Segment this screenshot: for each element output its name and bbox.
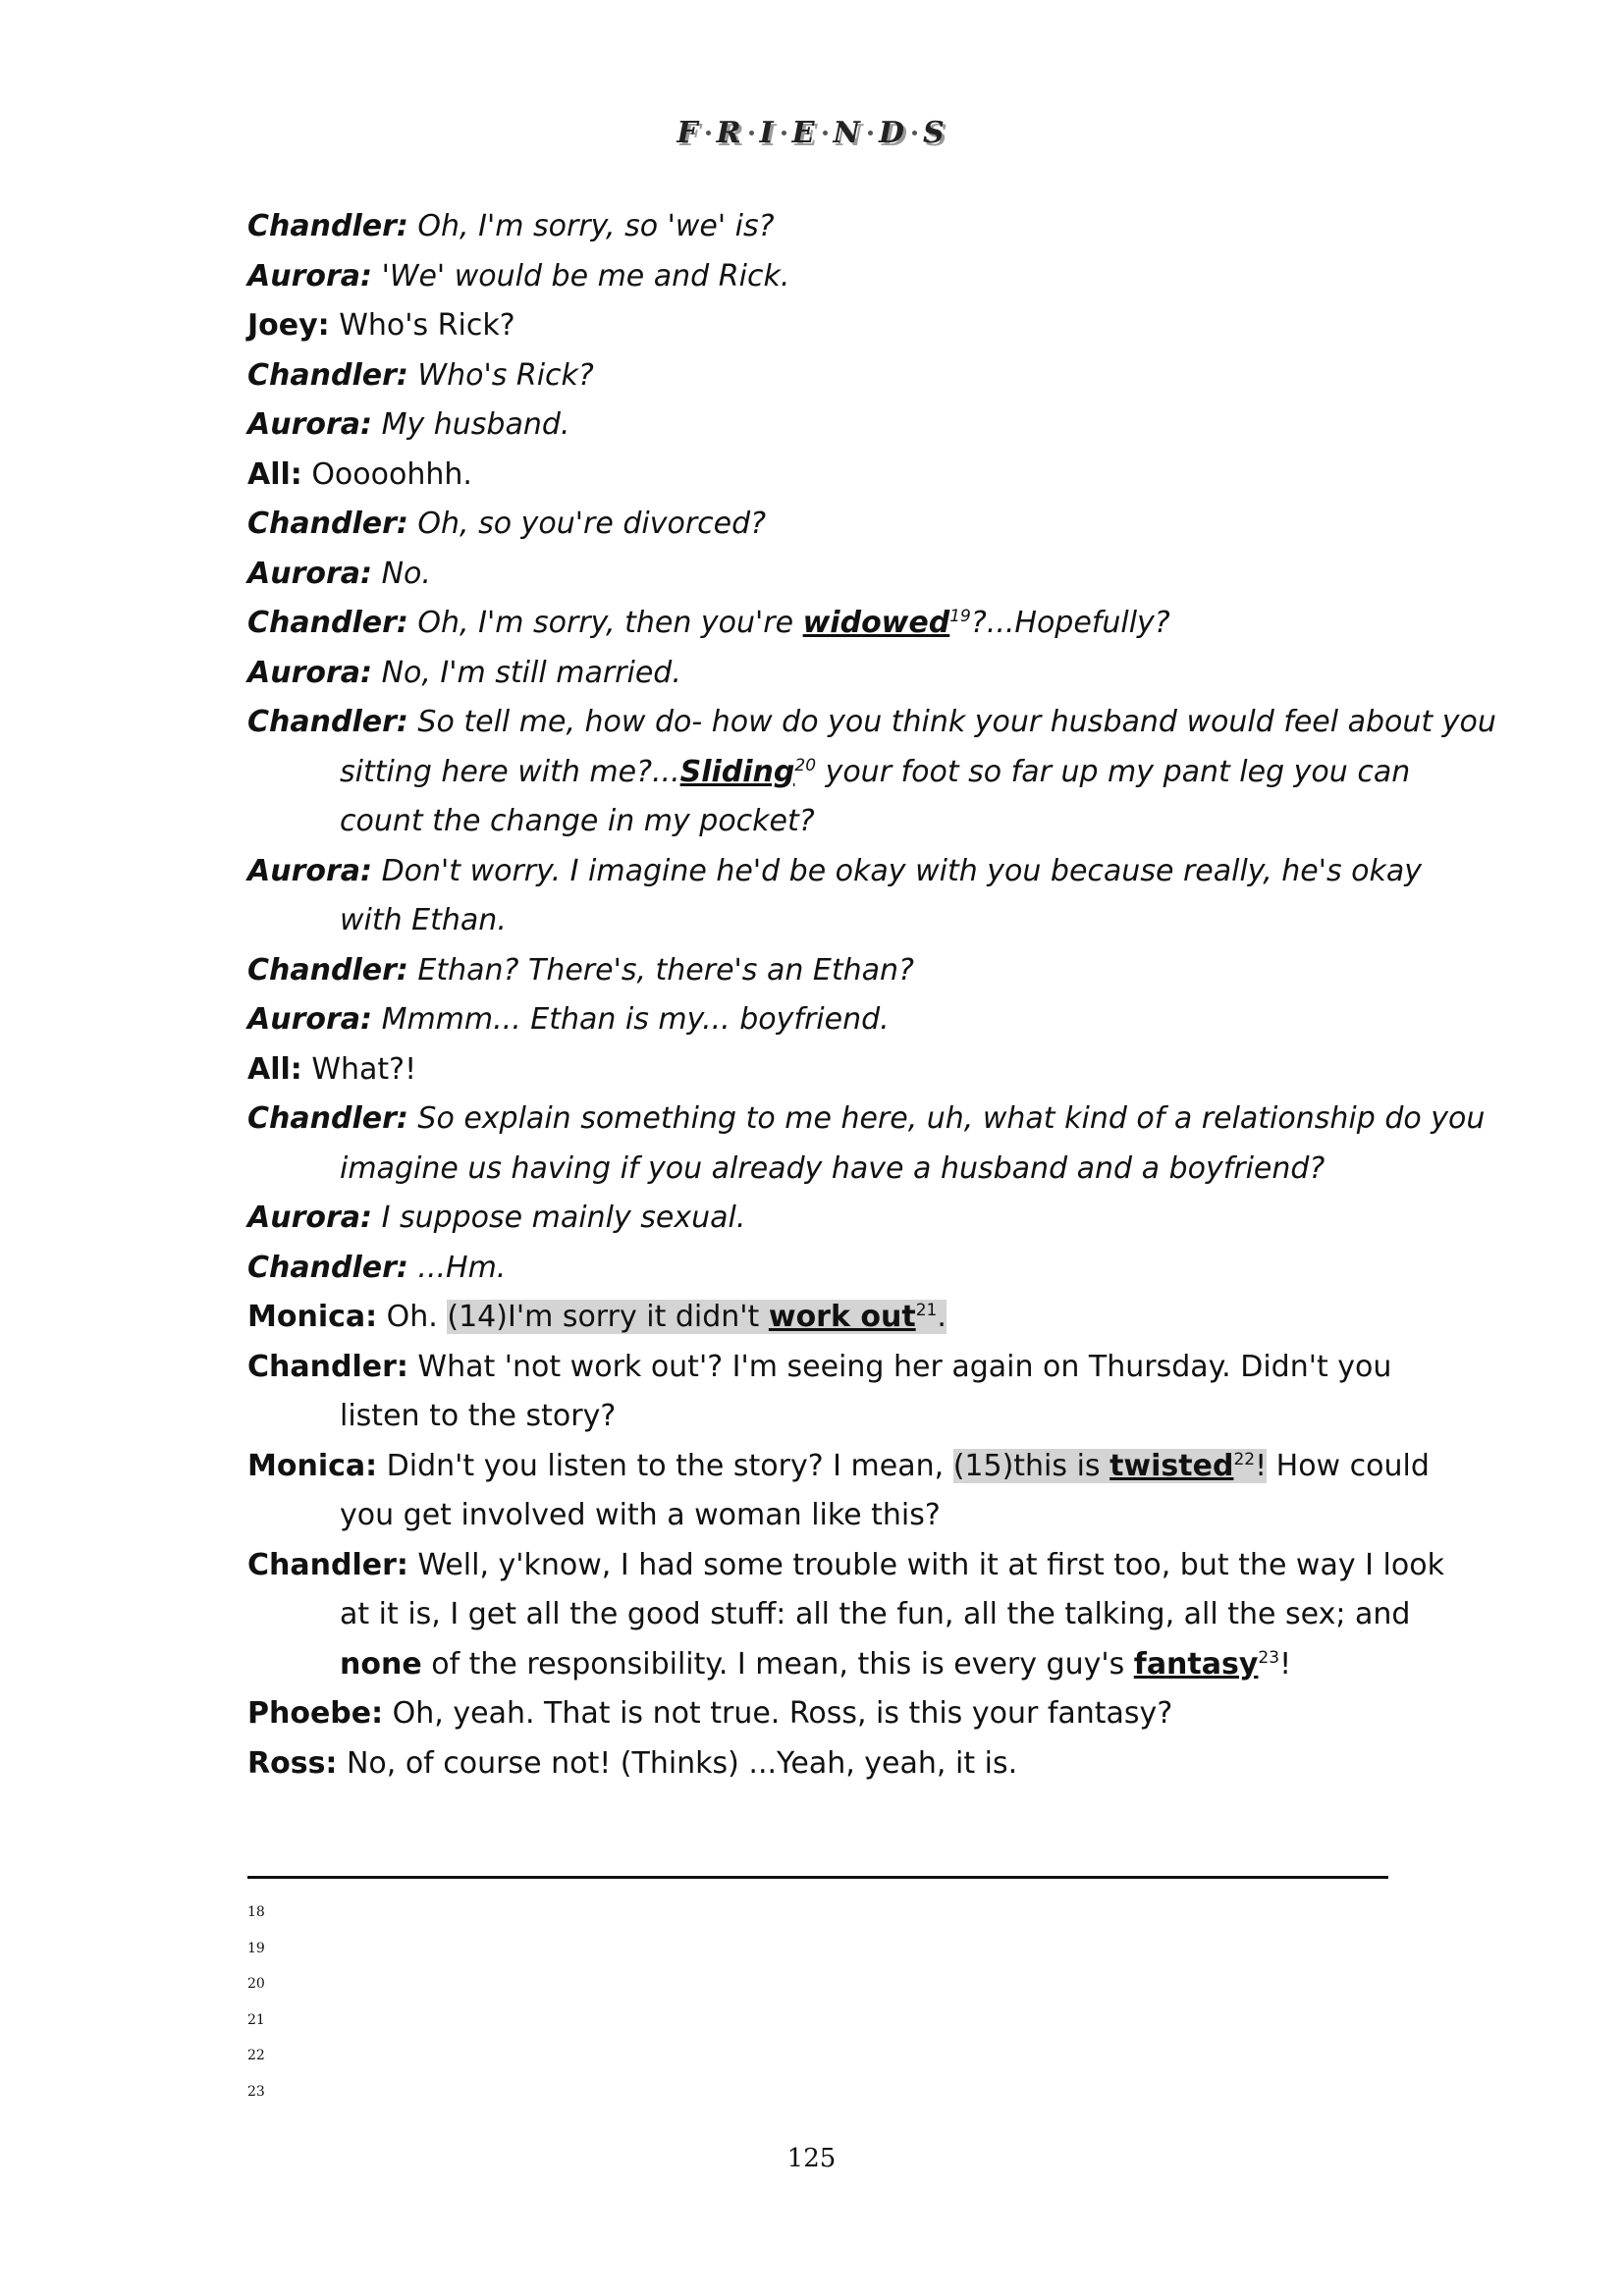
footnote-list [247, 1895, 265, 2110]
dialogue-text: Mmmm... Ethan is my... boyfriend. [372, 1002, 890, 1037]
speaker-label: Chandler: [247, 357, 408, 393]
footnote-number: 21 [247, 2011, 265, 2028]
dialogue-text: with Ethan. [340, 903, 507, 937]
logo-letter: E [791, 116, 817, 150]
dialogue-text: count the change in my pocket? [340, 804, 815, 838]
dialogue-line [247, 451, 1388, 501]
logo-dot-red [706, 131, 711, 135]
footnote-ref: 20 [794, 755, 817, 775]
footnote-number: 19 [247, 1940, 265, 1956]
speaker-label: Chandler: [247, 705, 408, 739]
dialogue-continuation [247, 1145, 1388, 1195]
logo-letter: F [676, 116, 700, 150]
speaker-label: Joey: [247, 308, 330, 343]
dialogue-text: No, I'm still married. [372, 655, 681, 690]
vocab-word: work out [768, 1300, 916, 1334]
dialogue-text: Oh, I'm sorry, so 'we' is? [407, 209, 775, 243]
dialogue-line [247, 1194, 1388, 1244]
speaker-label: All: [247, 456, 302, 492]
dialogue-text: What 'not work out'? I'm seeing her again on Thursday. Didn't you [407, 1349, 1392, 1384]
page-number: 125 [786, 2144, 837, 2173]
dialogue-continuation [247, 1590, 1411, 1640]
logo-dot-red [823, 131, 828, 135]
dialogue-text: you get involved with a woman like this? [340, 1498, 941, 1532]
vocab-word: fantasy [1133, 1646, 1259, 1682]
dialogue-line [247, 1244, 1388, 1294]
dialogue-continuation [247, 1392, 1388, 1442]
speaker-label: Aurora: [247, 1002, 373, 1037]
dialogue-line [247, 946, 1388, 996]
speaker-label: Chandler: [247, 1349, 408, 1384]
dialogue-continuation [247, 1491, 1388, 1541]
dialogue-text: Well, y'know, I had some trouble with it at first too, but the way I look [407, 1547, 1444, 1582]
dialogue-text: 'We' would be me and Rick. [372, 258, 790, 294]
dialogue-text: Oh. [377, 1300, 448, 1334]
footnote-separator [247, 1876, 1388, 1879]
speaker-label: Chandler: [247, 1101, 408, 1136]
dialogue-text: . [937, 1300, 947, 1334]
footnote-number: 23 [247, 2083, 265, 2100]
dialogue-text: How could [1267, 1448, 1430, 1483]
dialogue-line [247, 599, 1388, 649]
dialogue-line [247, 500, 1388, 550]
dialogue-text: of the responsibility. I mean, this is every guy's [421, 1646, 1134, 1682]
dialogue-text: ! [1279, 1646, 1292, 1682]
speaker-label: Chandler: [247, 507, 408, 541]
dialogue-text: Don't worry. I imagine he'd be okay with you because really, he's okay [372, 853, 1423, 888]
dialogue-text: My husband. [372, 407, 570, 442]
dialogue-continuation [247, 896, 1388, 946]
dialogue-continuation [247, 797, 1388, 847]
footnote-number: 18 [247, 1904, 265, 1920]
dialogue-text: So tell me, how do- how do you think your husband would feel about you [407, 705, 1496, 739]
dialogue-text: (14)I'm sorry it didn't [447, 1300, 769, 1334]
logo-dot-yellow [749, 131, 754, 135]
dialogue-text: Who's Rick? [407, 357, 594, 393]
highlighted-sentence [447, 1300, 946, 1334]
highlighted-sentence [953, 1449, 1267, 1483]
logo-dot-blue [782, 131, 786, 135]
dialogue-line [247, 400, 1388, 451]
dialogue-line [247, 1293, 1388, 1343]
dialogue-text: your foot so far up my pant leg you can [816, 754, 1411, 789]
dialogue-text: I suppose mainly sexual. [372, 1201, 746, 1235]
script-body [247, 202, 1496, 1789]
speaker-label: Monica: [247, 1448, 378, 1483]
dialogue-text: (15)this is [952, 1448, 1110, 1483]
dialogue-line [247, 698, 1496, 748]
logo-letter: D [878, 116, 906, 150]
dialogue-text: Ooooohhh. [301, 456, 472, 492]
speaker-label: Chandler: [247, 1547, 408, 1582]
vocab-word: twisted [1109, 1448, 1234, 1483]
dialogue-line [247, 252, 1388, 302]
footnote-number: 22 [247, 2048, 265, 2064]
speaker-label: Aurora: [247, 556, 373, 591]
vocab-word: Sliding [679, 754, 795, 789]
dialogue-line [247, 1045, 1388, 1095]
speaker-label: Aurora: [247, 407, 373, 442]
speaker-label: Aurora: [247, 655, 373, 690]
footnote-ref: 19 [949, 607, 971, 626]
speaker-label: Chandler: [247, 606, 408, 640]
dialogue-continuation [247, 1640, 1388, 1690]
dialogue-line [247, 550, 1388, 600]
speaker-label: Chandler: [247, 1250, 408, 1285]
dialogue-line [247, 202, 1388, 252]
dialogue-line [247, 1442, 1430, 1492]
dialogue-line [247, 1343, 1392, 1393]
dialogue-line [247, 1739, 1388, 1789]
dialogue-text: Oh, I'm sorry, then you're [407, 606, 803, 640]
logo-letter: N [833, 116, 862, 150]
logo-letter: R [716, 116, 743, 150]
footnote-number: 20 [247, 1976, 265, 1993]
speaker-label: All: [247, 1051, 302, 1087]
speaker-label: Ross: [247, 1745, 338, 1781]
dialogue-continuation [247, 748, 1411, 798]
dialogue-text: at it is, I get all the good stuff: all the fun, all the talking, all the sex; and [340, 1597, 1411, 1631]
dialogue-line [247, 995, 1388, 1045]
logo-dot-blue [912, 131, 917, 135]
dialogue-text: What?! [301, 1051, 417, 1087]
speaker-label: Chandler: [247, 209, 408, 243]
friends-logo [0, 116, 1623, 150]
dialogue-line [247, 301, 1388, 351]
speaker-label: Phoebe: [247, 1696, 384, 1731]
dialogue-text: Oh, so you're divorced? [407, 507, 767, 541]
speaker-label: Aurora: [247, 258, 373, 294]
dialogue-text: Didn't you listen to the story? I mean, [377, 1448, 953, 1483]
dialogue-text: Ethan? There's, there's an Ethan? [407, 952, 914, 988]
dialogue-text: ?...Hopefully? [970, 606, 1170, 640]
speaker-label: Chandler: [247, 952, 408, 988]
footnote-ref: 23 [1258, 1647, 1280, 1668]
dialogue-text: No, of course not! (Thinks) ...Yeah, yeah, it is. [337, 1745, 1018, 1781]
dialogue-text: Who's Rick? [329, 308, 515, 343]
logo-letter: S [922, 116, 947, 150]
dialogue-text: ...Hm. [407, 1250, 507, 1285]
dialogue-text: listen to the story? [340, 1399, 617, 1433]
dialogue-text: sitting here with me?... [340, 754, 680, 789]
friends-logo-text [676, 116, 946, 150]
emphasis-word: none [340, 1646, 422, 1682]
dialogue-text: ! [1255, 1448, 1268, 1483]
logo-dot-yellow [868, 131, 873, 135]
dialogue-text: So explain something to me here, uh, what kind of a relationship do you [407, 1101, 1486, 1136]
dialogue-text: No. [372, 556, 431, 591]
speaker-label: Aurora: [247, 853, 373, 888]
speaker-label: Monica: [247, 1300, 378, 1334]
speaker-label: Aurora: [247, 1201, 373, 1235]
dialogue-line [247, 1095, 1486, 1145]
logo-letter: I [759, 116, 776, 150]
dialogue-line [247, 847, 1423, 897]
dialogue-line [247, 1689, 1388, 1739]
dialogue-text: Oh, yeah. That is not true. Ross, is this your fantasy? [383, 1696, 1173, 1731]
dialogue-line [247, 1541, 1444, 1591]
dialogue-text: imagine us having if you already have a husband and a boyfriend? [340, 1150, 1325, 1186]
dialogue-line [247, 351, 1388, 401]
vocab-word: widowed [802, 606, 950, 640]
dialogue-line [247, 649, 1388, 699]
footnote-ref: 22 [1233, 1449, 1256, 1469]
footnote-ref: 21 [915, 1301, 938, 1320]
